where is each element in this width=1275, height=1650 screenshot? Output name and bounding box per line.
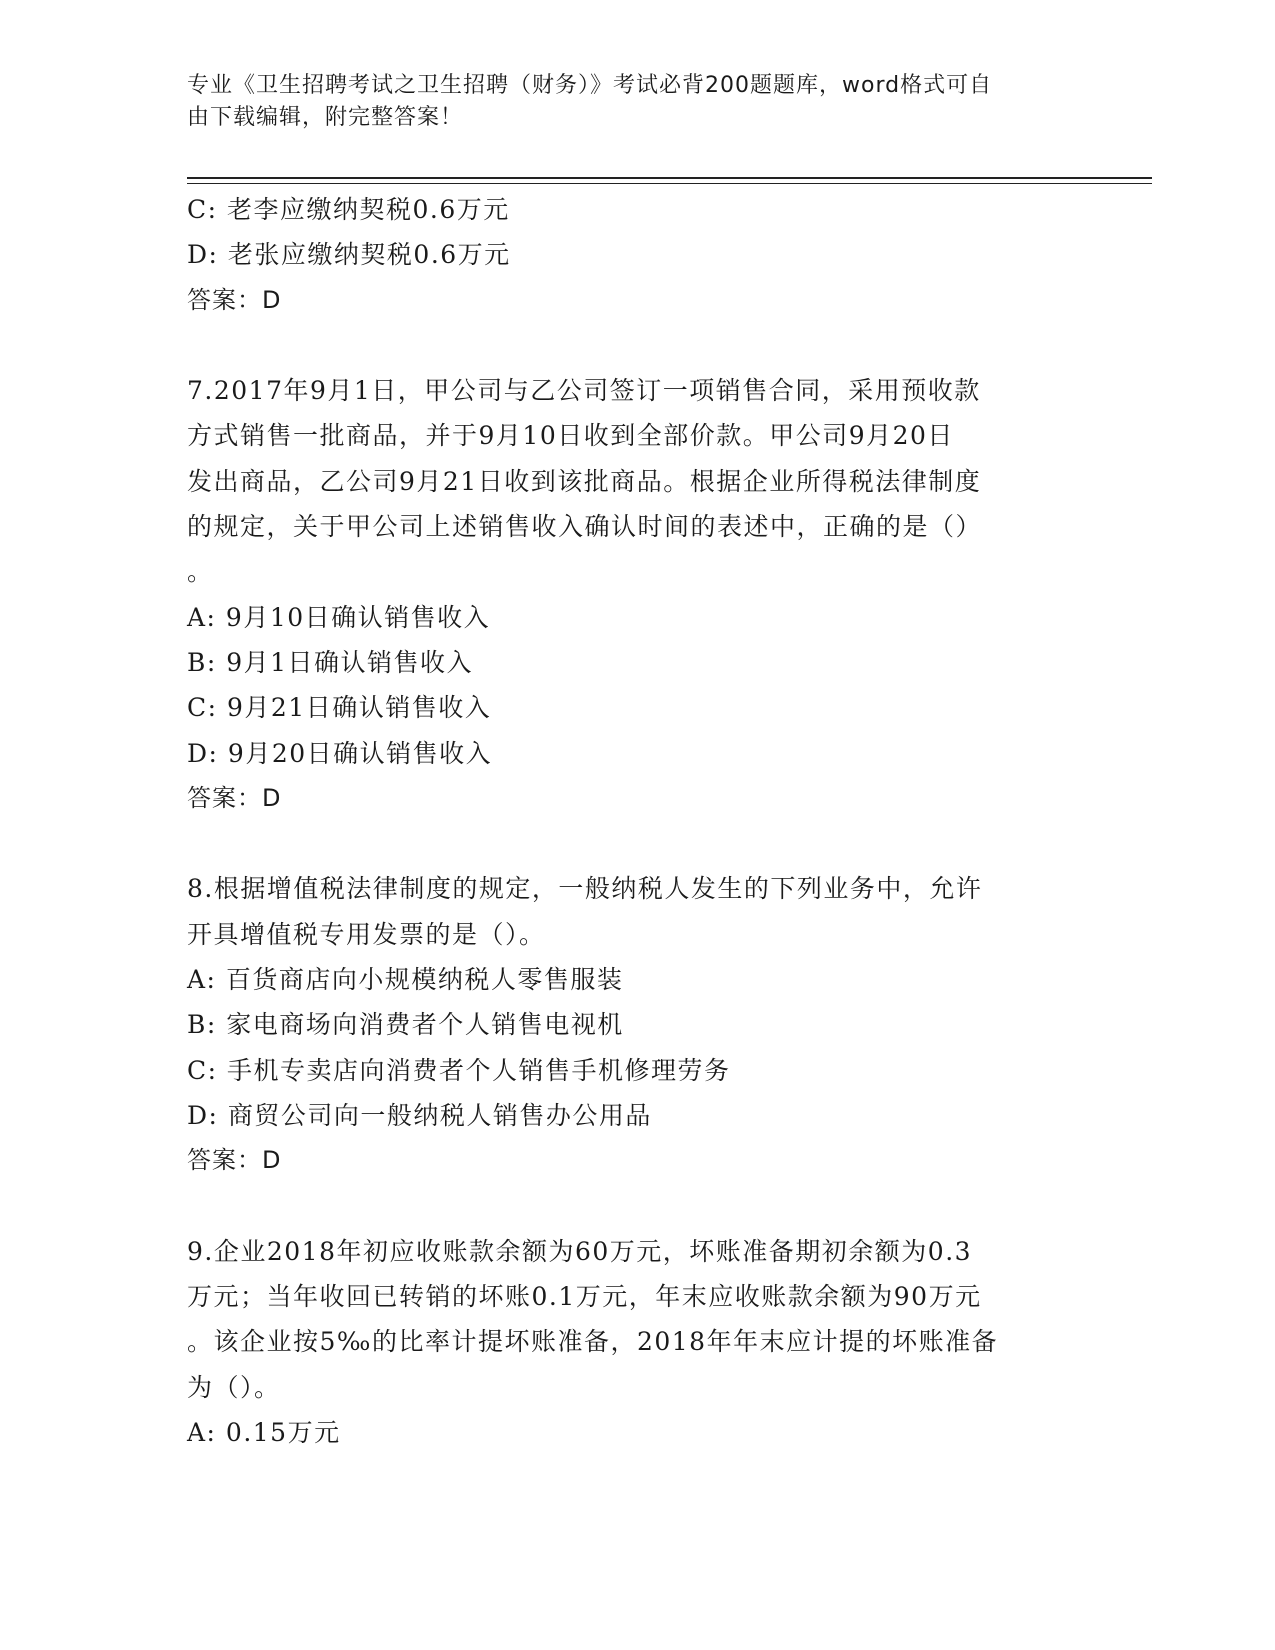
- prev-question-option-d: D: 老张应缴纳契税0.6万元: [187, 240, 511, 270]
- question-7-option-a: A: 9月10日确认销售收入: [187, 602, 491, 632]
- question-8-answer: 答案：D: [187, 1146, 282, 1175]
- question-8-option-b: B: 家电商场向消费者个人销售电视机: [187, 1010, 624, 1040]
- question-9-stem-line-2: 万元；当年收回已转销的坏账0.1万元，年末应收账款余额为90万元: [187, 1282, 982, 1312]
- spacer: [187, 1184, 1087, 1229]
- question-8: [187, 866, 1087, 1183]
- spacer: [187, 821, 1087, 866]
- question-7: [187, 368, 1087, 821]
- document-header: [187, 70, 1067, 134]
- question-7-answer: 答案：D: [187, 783, 282, 812]
- prev-question-option-c: C: 老李应缴纳契税0.6万元: [187, 195, 510, 224]
- question-8-stem-line-2: 开具增值税专用发票的是（）。: [187, 919, 546, 949]
- question-8-stem-line-1: 8.根据增值税法律制度的规定，一般纳税人发生的下列业务中，允许: [187, 874, 983, 904]
- question-7-stem-line-4: 的规定，关于甲公司上述销售收入确认时间的表述中，正确的是（）: [187, 512, 983, 542]
- question-8-option-c: C: 手机专卖店向消费者个人销售手机修理劳务: [187, 1055, 731, 1085]
- question-9-stem-line-3: 。该企业按5‰的比率计提坏账准备，2018年年末应计提的坏账准备: [187, 1327, 999, 1357]
- spacer: [187, 323, 1087, 368]
- question-content: [187, 187, 1087, 1455]
- question-8-option-a: A: 百货商店向小规模纳税人零售服装: [187, 965, 624, 995]
- question-7-stem-line-2: 方式销售一批商品，并于9月10日收到全部价款。甲公司9月20日: [187, 421, 954, 451]
- question-9: [187, 1229, 1087, 1455]
- question-7-option-d: D: 9月20日确认销售收入: [187, 738, 493, 768]
- header-title-line-2: 由下载编辑，附完整答案！: [187, 105, 464, 130]
- question-9-option-a: A: 0.15万元: [187, 1418, 341, 1448]
- prev-question-answer: 答案：D: [187, 285, 282, 314]
- question-7-option-c: C: 9月21日确认销售收入: [187, 693, 492, 723]
- question-8-option-d: D: 商贸公司向一般纳税人销售办公用品: [187, 1100, 652, 1130]
- question-7-stem-line-3: 发出商品，乙公司9月21日收到该批商品。根据企业所得税法律制度: [187, 466, 982, 496]
- header-divider-thin: [187, 183, 1152, 184]
- header-title-line-1: 专业《卫生招聘考试之卫生招聘（财务）》考试必背200题题库，word格式可自: [187, 73, 993, 98]
- question-7-stem-line-1: 7.2017年9月1日，甲公司与乙公司签订一项销售合同，采用预收款: [187, 376, 981, 406]
- question-7-option-b: B: 9月1日确认销售收入: [187, 647, 474, 677]
- question-9-stem-line-4: 为（）。: [187, 1372, 281, 1402]
- header-divider-thick: [187, 177, 1152, 179]
- question-7-stem-line-5: 。: [187, 557, 214, 587]
- question-9-stem-line-1: 9.企业2018年初应收账款余额为60万元，坏账准备期初余额为0.3: [187, 1236, 973, 1266]
